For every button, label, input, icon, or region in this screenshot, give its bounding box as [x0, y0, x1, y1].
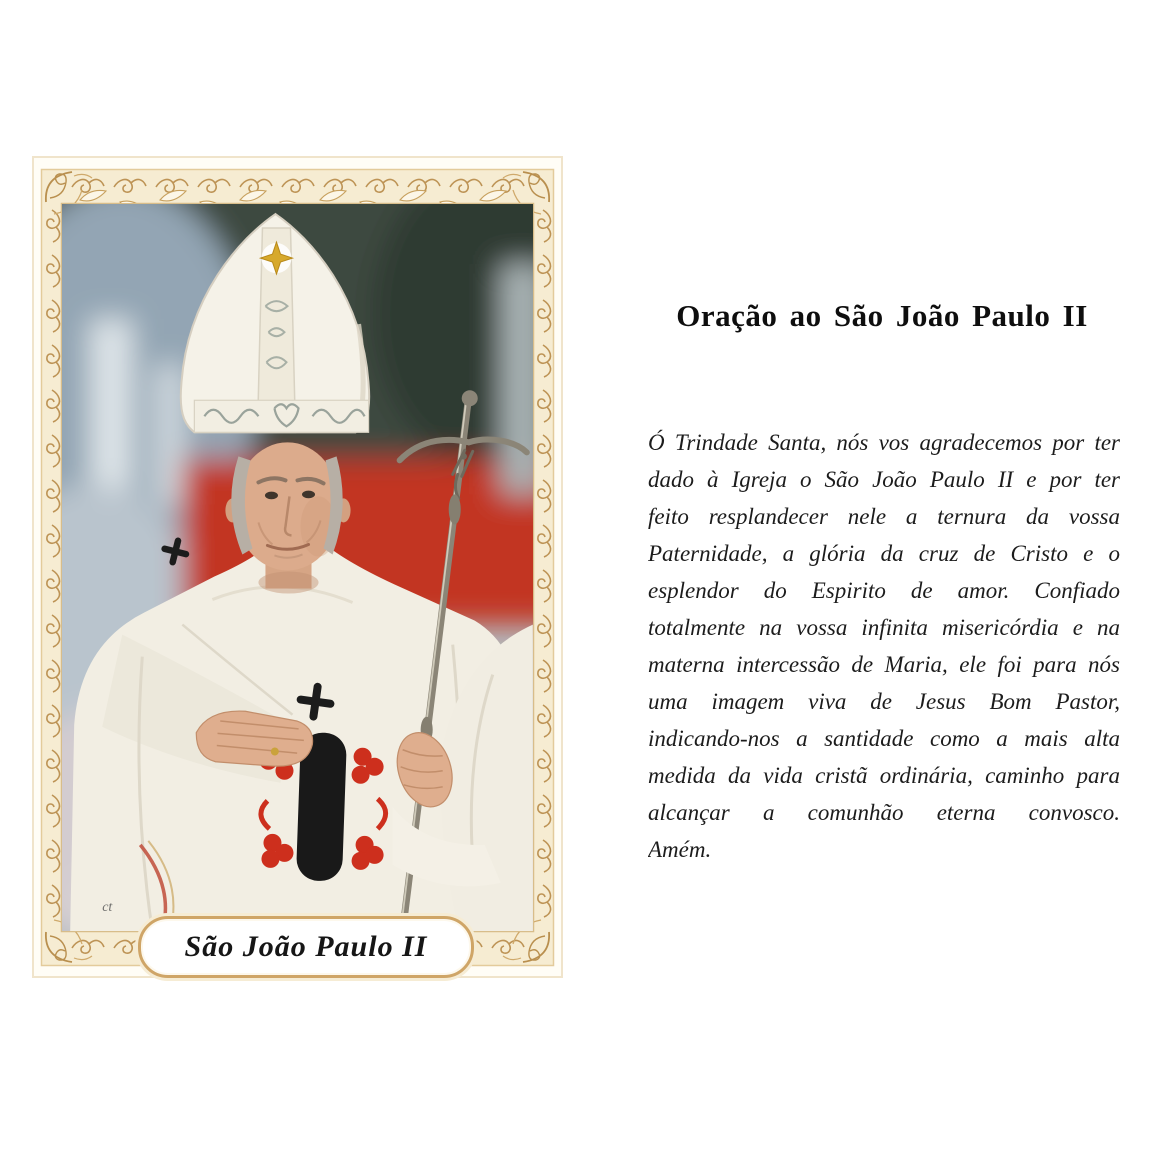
- prayer-line: Amém.: [648, 837, 712, 862]
- photo-watermark: ct: [102, 899, 113, 915]
- prayer-line: materna intercessão de Maria, ele foi para nós: [648, 652, 1120, 677]
- prayer-line: Paternidade, a glória da cruz de Cristo e o: [648, 541, 1120, 566]
- prayer-line: feito resplandecer nele a ternura da vossa: [648, 504, 1120, 529]
- prayer-line: totalmente na vossa infinita misericórdia e na: [648, 615, 1120, 640]
- prayer-line: dado à Igreja o São João Paulo II e por ter: [648, 467, 1120, 492]
- prayer-line: alcançar a comunhão eterna convosco.: [648, 800, 1120, 825]
- prayer-line: indicando-nos a santidade como a mais alta: [648, 726, 1120, 751]
- holy-card: [32, 156, 563, 978]
- pope-illustration: [62, 204, 533, 931]
- name-plate: [138, 916, 474, 978]
- prayer-line: uma imagem viva de Jesus Bom Pastor,: [648, 689, 1120, 714]
- prayer-text: [648, 424, 1120, 868]
- name-plate-label: São João Paulo II: [184, 930, 428, 963]
- prayer-line: medida da vida cristã ordinária, caminho para: [648, 763, 1120, 788]
- pope-photo: [62, 204, 533, 931]
- prayer-line: Ó Trindade Santa, nós vos agradecemos por ter: [648, 430, 1120, 455]
- prayer-title: Oração ao São João Paulo II: [676, 298, 1088, 333]
- prayer-line: esplendor do Espirito de amor. Confiado: [648, 578, 1120, 603]
